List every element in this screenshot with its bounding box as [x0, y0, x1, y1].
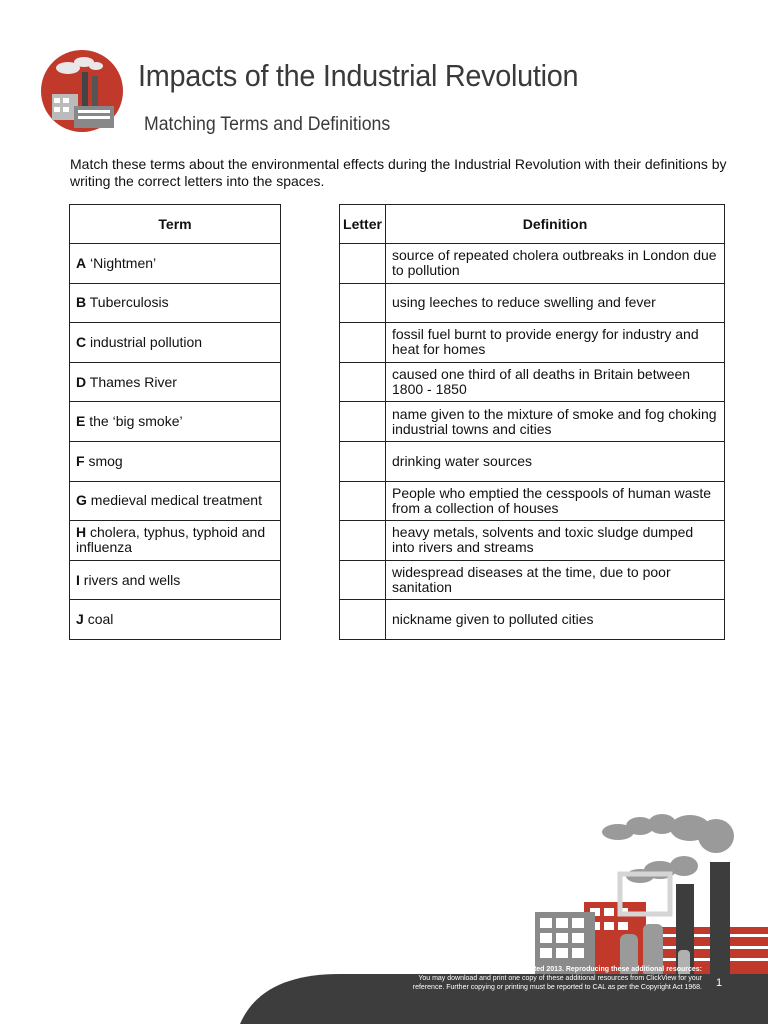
letter-answer-cell[interactable] [340, 560, 386, 600]
factory-logo-icon [38, 50, 126, 132]
term-row: D Thames River [70, 362, 281, 402]
term-row: H cholera, typhus, typhoid and influenza [70, 521, 281, 561]
letter-answer-cell[interactable] [340, 362, 386, 402]
letter-answer-cell[interactable] [340, 481, 386, 521]
letter-answer-cell[interactable] [340, 441, 386, 481]
definition-cell: name given to the mixture of smoke and fog choking industrial towns and cities [386, 402, 725, 442]
terms-table [69, 204, 281, 640]
letter-answer-cell[interactable] [340, 244, 386, 284]
letter-answer-cell[interactable] [340, 521, 386, 561]
term-header: Term [70, 205, 281, 244]
letter-answer-cell[interactable] [340, 323, 386, 363]
letter-answer-cell[interactable] [340, 402, 386, 442]
definition-header: Definition [386, 205, 725, 244]
definition-cell: drinking water sources [386, 441, 725, 481]
term-row: F smog [70, 441, 281, 481]
letter-answer-cell[interactable] [340, 283, 386, 323]
definition-cell: nickname given to polluted cities [386, 600, 725, 640]
term-row: C industrial pollution [70, 323, 281, 363]
page-number: 1 [716, 977, 723, 989]
term-row: A ‘Nightmen’ [70, 244, 281, 284]
term-row: E the ‘big smoke’ [70, 402, 281, 442]
definition-cell: People who emptied the cesspools of human waste from a collection of houses [386, 481, 725, 521]
definition-cell: caused one third of all deaths in Britain between 1800 - 1850 [386, 362, 725, 402]
letter-answer-cell[interactable] [340, 600, 386, 640]
instructions-text: Match these terms about the environmental effects during the Industrial Revolution with their definitions by writing the correct letters into the spaces. [70, 156, 727, 189]
page-title: Impacts of the Industrial Revolution [138, 58, 579, 93]
term-row: B Tuberculosis [70, 283, 281, 323]
definition-cell: widespread diseases at the time, due to poor sanitation [386, 560, 725, 600]
copyright-notice: 14HIS06B © ClickView Pty Limited 2013. Reproducing these additional resources: You may download and print one copy of these additional resources from ClickView for your reference. Further copying or printing must be reported to CAL as per the Copyright Act 1968. [412, 966, 702, 991]
definition-cell: using leeches to reduce swelling and fever [386, 283, 725, 323]
definition-cell: source of repeated cholera outbreaks in London due to pollution [386, 244, 725, 284]
letter-header: Letter [340, 205, 386, 244]
term-row: G medieval medical treatment [70, 481, 281, 521]
term-row: J coal [70, 600, 281, 640]
term-row: I rivers and wells [70, 560, 281, 600]
definition-cell: heavy metals, solvents and toxic sludge dumped into rivers and streams [386, 521, 725, 561]
definition-cell: fossil fuel burnt to provide energy for industry and heat for homes [386, 323, 725, 363]
page-subtitle: Matching Terms and Definitions [144, 114, 391, 135]
definitions-table [339, 204, 725, 640]
